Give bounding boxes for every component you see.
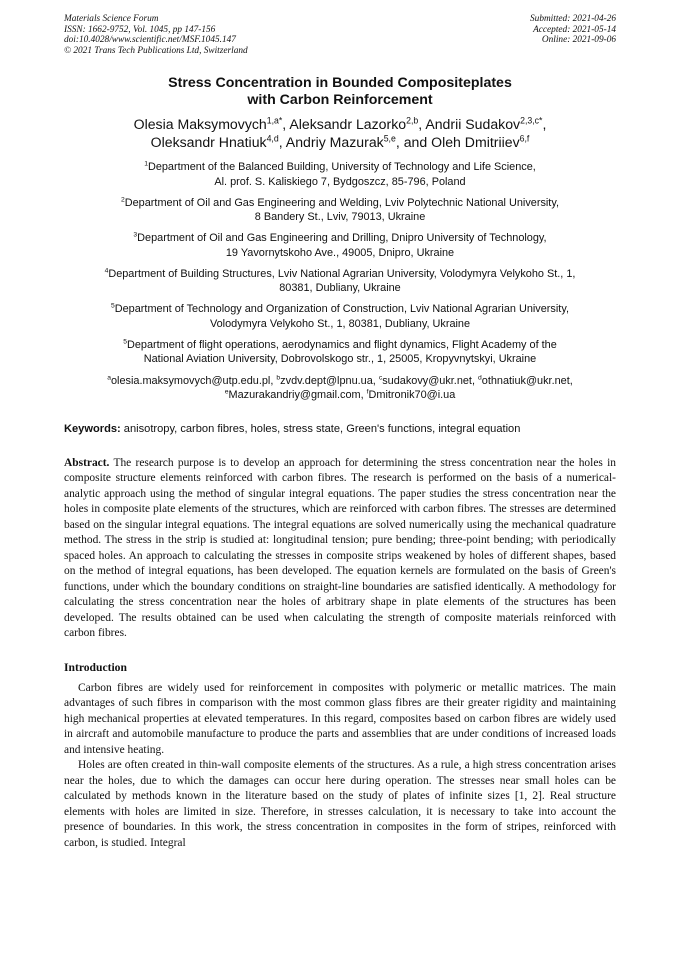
email-address: Dmitronik70@i.ua [368, 389, 456, 402]
keywords-text: anisotropy, carbon fibres, holes, stress state, Green's functions, integral equation [120, 422, 521, 435]
email-sup: f [366, 388, 369, 396]
email-line-1 [64, 374, 616, 388]
paper-title [64, 75, 616, 109]
journal-header [64, 14, 616, 56]
affiliation-number: 4 [104, 267, 109, 275]
affiliation [64, 302, 616, 331]
author-name: Oleh Dmitriiev [431, 133, 520, 150]
email-address: othnatiuk@ukr.net, [481, 374, 573, 387]
affiliation-line-2: Volodymyra Velykoho St., 1, 80381, Dubliany, Ukraine [209, 317, 471, 330]
author-list [64, 116, 616, 151]
affiliation-line-1: Department of Building Structures, Lviv National Agrarian University, Volodymyra Velykoho St., 1, [108, 267, 576, 280]
affiliation-line-1: Department of Oil and Gas Engineering and Drilling, Dnipro University of Technology, [137, 232, 547, 245]
affiliation [64, 267, 616, 296]
email-sup: c [378, 374, 383, 382]
submission-dates [530, 14, 616, 56]
section-heading-introduction: Introduction [64, 660, 127, 674]
author-name: Andriy Mazurak [285, 133, 384, 150]
journal-copyright: © 2021 Trans Tech Publications Ltd, Switzerland [64, 45, 248, 56]
email-sup: a [107, 374, 111, 382]
affiliation-line-1: Department of Technology and Organization of Construction, Lviv National Agrarian University, [114, 303, 569, 316]
affiliation-line-2: 80381, Dubliany, Ukraine [279, 282, 401, 295]
author-affiliation-sup: 2,3,c* [520, 115, 543, 126]
journal-doi: doi:10.4028/www.scientific.net/MSF.1045.147 [64, 35, 236, 46]
affiliation-number: 5 [123, 338, 127, 346]
affiliation [64, 160, 616, 189]
email-address: Mazurakandriy@gmail.com, [228, 389, 367, 402]
introduction-body [64, 681, 616, 852]
affiliation-number: 3 [133, 231, 138, 239]
affiliation-number: 5 [111, 302, 115, 310]
online-date: Online: 2021-09-06 [541, 35, 616, 46]
submitted-date: Submitted: 2021-04-26 [530, 14, 616, 24]
abstract [64, 456, 616, 642]
title-line-1: Stress Concentration in Bounded Compositeplates [168, 75, 512, 92]
title-line-2: with Carbon Reinforcement [247, 92, 433, 109]
author-line-1 [64, 116, 616, 134]
affiliation [64, 231, 616, 260]
introduction-paragraph-2: Holes are often created in thin-wall composite elements of the structures. As a rule, a high stress concentration arises near the holes, due to which the damages can occur here during operation. The stresses near small holes can be calculated by methods known in the literature based on the study of plates of infinite sizes [1, 2]. Real structure elements with holes are limited in size. Therefore, in stresses calculation, it is necessary to take into account the presence of boundaries. In this work, the stress concentration in composites in the form of stripes, reinforced with carbon, is studied. Integral [64, 759, 616, 849]
author-affiliation-sup: 2,b [406, 115, 419, 126]
email-address: sudakovy@ukr.net, [382, 374, 479, 387]
affiliation [64, 196, 616, 225]
author-separator: , and [395, 133, 432, 150]
author-emails [64, 374, 616, 403]
paper-page [64, 14, 616, 851]
affiliation-line-1: Department of flight operations, aerodynamics and flight dynamics, Flight Academy of the [126, 338, 557, 351]
affiliation-line-2: Al. prof. S. Kaliskiego 7, Bydgoszcz, 85-796, Poland [214, 175, 466, 188]
accepted-date: Accepted: 2021-05-14 [533, 24, 616, 35]
author-name: Andrii Sudakov [425, 116, 521, 133]
author-name: Aleksandr Lazorko [289, 116, 407, 133]
affiliation-line-2: 8 Bandery St., Lviv, 79013, Ukraine [254, 211, 426, 224]
author-name: Olesia Maksymovych [133, 116, 267, 133]
email-sup: b [276, 374, 281, 382]
affiliation-line-2: National Aviation University, Dobrovolskogo str., 1, 25005, Kropyvnytskyi, Ukraine [143, 353, 537, 366]
email-sup: e [224, 388, 229, 396]
author-affiliation-sup: 5,e [383, 133, 396, 144]
affiliation-line-1: Department of Oil and Gas Engineering and Welding, Lviv Polytechnic National University, [124, 196, 559, 209]
abstract-label: Abstract. [64, 456, 110, 469]
journal-issn: ISSN: 1662-9752, Vol. 1045, pp 147-156 [64, 24, 216, 35]
journal-info [64, 14, 248, 56]
introduction-paragraph-1: Carbon fibres are widely used for reinforcement in composites with polymeric or metallic matrices. The main advantages of such fibres in comparison with the most common glass fibres are their greater rigidity and maintaining high mechanical properties at elevated temperatures. In this regard, composites based on carbon fibres are widely used in aircraft and automobile manufacture to produce the parts and assemblies that are under conditions of increased loads and intensive heating. [64, 681, 616, 756]
author-name: Oleksandr Hnatiuk [150, 133, 267, 150]
author-separator: , [418, 116, 426, 133]
email-line-2 [64, 388, 616, 402]
affiliations [64, 160, 616, 366]
abstract-text: The research purpose is to develop an approach for determining the stress concentration near the holes in composite structure elements reinforced with carbon fibres. The research is performed on the basis of a numerical-analytic approach using the method of singular integral equations. The paper studies the stress concentration near the holes in composite plate elements of the structures, which are reinforced with carbon fibres. The stresses are determined based on the singular integral equations. The integral equations are solved numerically using the mechanical quadrature method. The stress in the strip is studied at: longitudinal tension; pure bending; three-point bending; with periodically spaced holes. An approach to calculating the stresses in composite strips weakened by holes of different shapes, based on the method of integral equations, has been developed. The equation kernels are formulated on the basis of Green's functions, under which the boundary conditions on straight-line boundaries are satisfied identically. A methodology for calculating the stress concentration near the holes of arbitrary shape in plate elements of the structures has been developed. The results obtained can be used when calculating the strength of composite materials reinforced with carbon fibres. [64, 456, 616, 639]
email-address: zvdv.dept@lpnu.ua, [280, 374, 379, 387]
affiliation [64, 338, 616, 367]
keywords [64, 422, 616, 436]
author-line-2 [64, 134, 616, 152]
author-separator: , [542, 116, 547, 133]
author-separator: , [282, 116, 290, 133]
keywords-label: Keywords: [64, 422, 121, 435]
affiliation-line-1: Department of the Balanced Building, University of Technology and Life Science, [147, 161, 536, 174]
email-sup: d [478, 374, 482, 382]
affiliation-number: 2 [121, 196, 125, 204]
journal-name: Materials Science Forum [64, 14, 159, 24]
author-affiliation-sup: 6,f [519, 133, 530, 144]
author-affiliation-sup: 4,d [266, 133, 279, 144]
affiliation-line-2: 19 Yavornytskoho Ave., 49005, Dnipro, Ukraine [225, 246, 455, 259]
author-separator: , [278, 133, 286, 150]
affiliation-number: 1 [144, 160, 148, 168]
author-affiliation-sup: 1,a* [266, 115, 283, 126]
email-address: olesia.maksymovych@utp.edu.pl, [110, 374, 277, 387]
